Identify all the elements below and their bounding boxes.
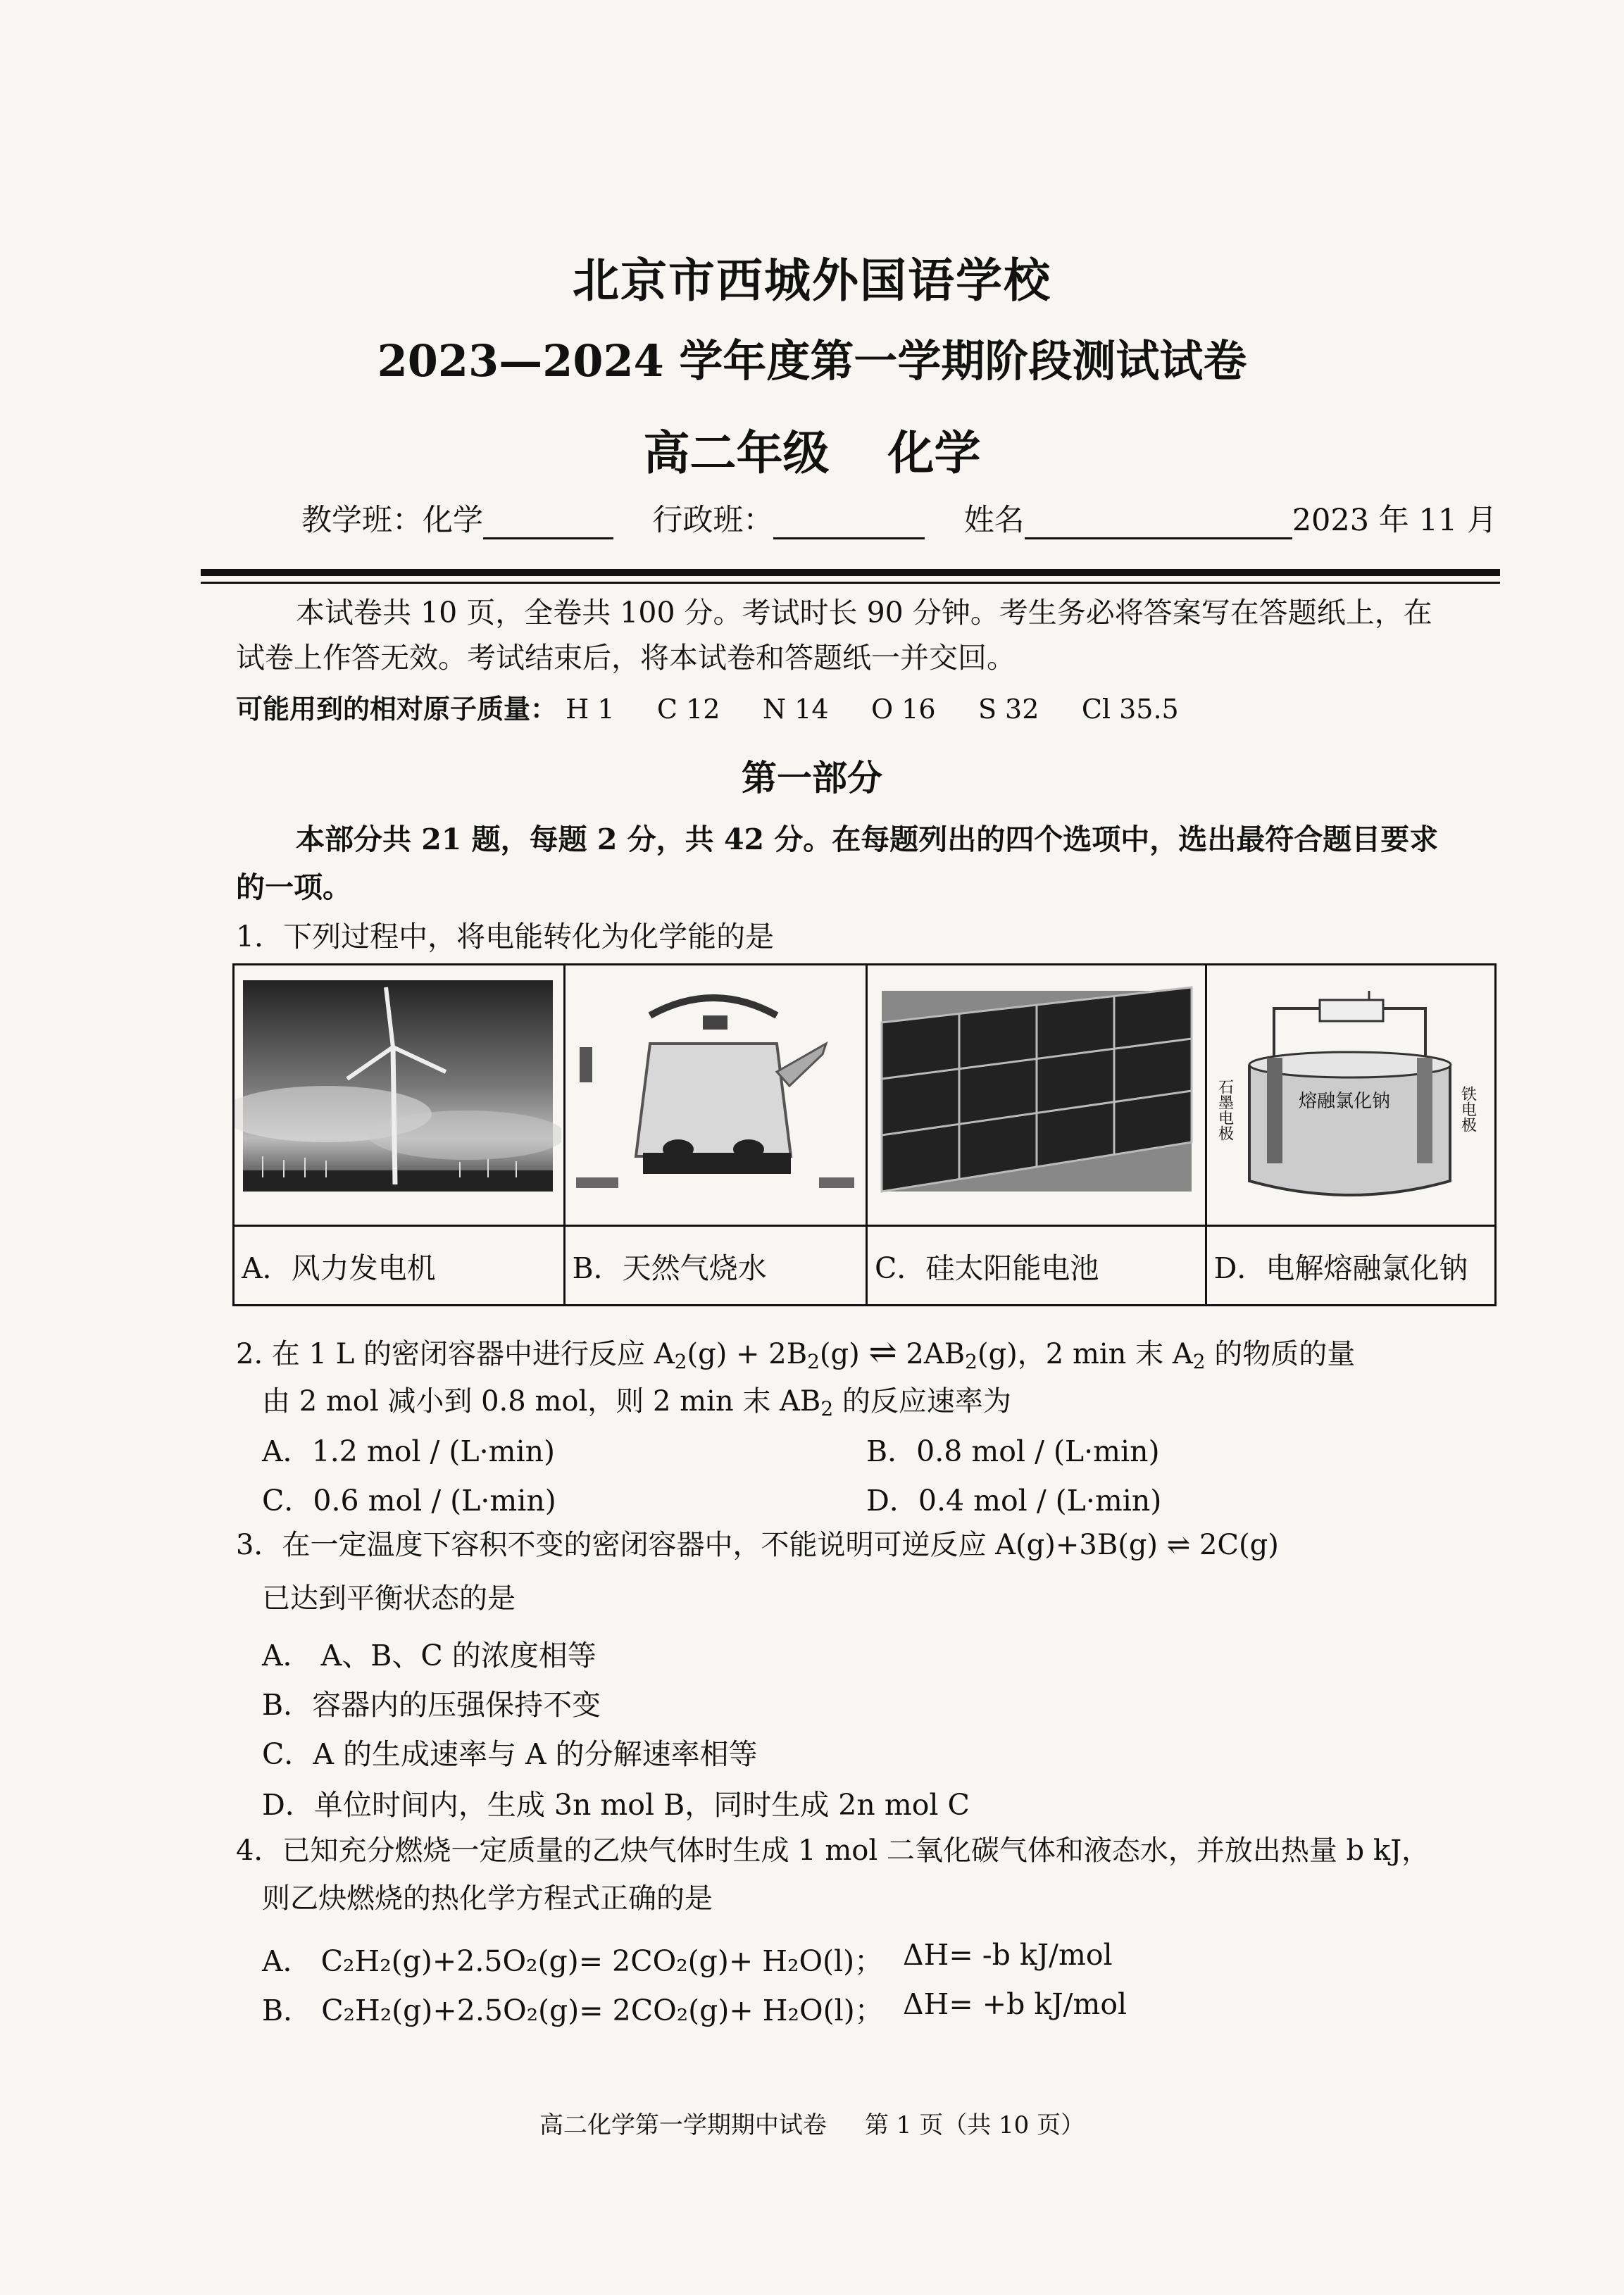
solar-panel-image [868,966,1203,1221]
q4-option-a-equation: C₂H₂(g)+2.5O₂(g)= 2CO₂(g)+ H₂O(l)； [320,1944,884,1978]
atomic-mass-o: O 16 [870,694,936,725]
q1-option-b[interactable]: B．天然气烧水 [564,1226,867,1306]
q2-text-part: 由 2 mol 减小到 0.8 mol，则 2 min 末 AB [262,1385,821,1418]
q2-option-a[interactable]: A．1.2 mol / (L·min) [262,1434,556,1468]
q2-subscript: 2 [807,1350,820,1373]
q2-text-part: 2AB [906,1338,966,1370]
class-label: 教学班：化学 [301,503,483,538]
q2-stem-line1 [236,1330,1355,1384]
q4-option-b-label: B． [262,1994,313,2027]
q4-option-a-enthalpy: ΔH= -b kJ/mol [903,1938,1113,1972]
q1-image-d-cell [1206,965,1496,1226]
q2-text-part: 的反应速率为 [833,1385,1011,1418]
q2-option-c[interactable]: C．0.6 mol / (L·min) [262,1484,556,1518]
grade-label: 高二年级 [643,425,830,480]
q1-image-b-cell [564,965,867,1226]
electrolysis-diagram [1207,966,1493,1221]
q3-option-a[interactable]: A． A、B、C 的浓度相等 [262,1639,596,1672]
q1-option-a[interactable]: A．风力发电机 [234,1226,565,1306]
q2-text-part: (g) + 2B [687,1338,808,1370]
q3-option-c[interactable]: C．A 的生成速率与 A 的分解速率相等 [262,1737,758,1771]
class-field[interactable] [483,509,613,539]
q4-option-b-enthalpy: ΔH= +b kJ/mol [903,1987,1128,2021]
footer-title: 高二化学第一学期期中试卷 [539,2111,827,2139]
q2-option-b[interactable]: B．0.8 mol / (L·min) [866,1434,1160,1468]
q3-option-b[interactable]: B．容器内的压强保持不变 [262,1688,601,1722]
q4-option-a[interactable] [262,1938,1459,1980]
q4-option-a-label: A． [262,1944,312,1978]
wind-turbine-image [235,966,561,1221]
q1-option-d[interactable]: D．电解熔融氯化钠 [1206,1226,1496,1306]
q3-stem-line1: 3．在一定温度下容积不变的密闭容器中，不能说明可逆反应 A(g)+3B(g) ⇌ 2C(g) [236,1529,1279,1561]
q2-subscript: 2 [965,1350,977,1373]
q4-option-b[interactable] [262,1987,1459,2029]
q1-option-c[interactable]: C．硅太阳能电池 [867,1226,1206,1306]
q2-option-d[interactable]: D．0.4 mol / (L·min) [866,1484,1162,1518]
exam-title: 2023—2024 学年度第一学期阶段测试试卷 [377,335,1247,387]
subject-label: 化学 [887,425,981,480]
diagram-label-left: 石墨电极 [1216,1079,1233,1141]
q2-subscript: 2 [1192,1350,1206,1373]
part1-desc-line2: 的一项。 [236,870,351,904]
q4-option-b-equation: C₂H₂(g)+2.5O₂(g)= 2CO₂(g)+ H₂O(l)； [321,1994,884,2027]
admin-class-label: 行政班： [652,503,774,538]
q2-subscript: 2 [674,1350,687,1373]
atomic-mass-h: H 1 [566,694,615,725]
exam-date: 2023 年 11 月 [1292,503,1497,538]
footer-page-number: 第 1 页（共 10 页） [864,2111,1085,2139]
atomic-mass-c: C 12 [656,694,720,725]
q3-stem-line2: 已达到平衡状态的是 [262,1582,516,1615]
student-info-row [301,496,1497,539]
q1-image-c-cell [867,965,1206,1226]
admin-class-field[interactable] [773,509,925,539]
atomic-mass-cl: Cl 35.5 [1081,694,1179,725]
equilibrium-arrow-icon: ⇌ [868,1332,897,1372]
part1-desc-line1: 本部分共 21 题，每题 2 分，共 42 分。在每题列出的四个选项中，选出最符合题目要求 [296,823,1439,856]
q1-image-table [232,963,1497,1306]
q2-text-part: 的物质的量 [1205,1338,1356,1370]
page-footer [0,2106,1624,2140]
grade-subject [0,415,1624,482]
atomic-masses-label: 可能用到的相对原子质量： [236,693,558,725]
q4-stem-line1: 4．已知充分燃烧一定质量的乙炔气体时生成 1 mol 二氧化碳气体和液态水，并放出热量 b kJ， [236,1834,1430,1867]
header-rule-thick [201,569,1500,576]
q2-text-part: 在 1 L 的密闭容器中进行反应 A [271,1338,675,1370]
atomic-masses-row [236,687,1179,732]
instructions-line2: 试卷上作答无效。考试结束后，将本试卷和答题纸一并交回。 [236,641,1016,675]
atomic-mass-n: N 14 [762,694,829,725]
instructions-line1: 本试卷共 10 页，全卷共 100 分。考试时长 90 分钟。考生务必将答案写在答题纸上，在 [296,596,1432,630]
atomic-mass-s: S 32 [977,694,1039,725]
header-rule-thin [201,582,1500,584]
name-field[interactable] [1025,509,1292,539]
q2-subscript: 2 [820,1397,834,1420]
kettle-image [566,966,864,1221]
q2-stem-line2 [262,1379,1011,1432]
q2-number: 2. [236,1338,263,1370]
q1-image-a-cell [234,965,565,1226]
part1-title: 第一部分 [742,757,882,799]
name-label: 姓名 [963,503,1025,538]
diagram-label-center: 熔融氯化钠 [1298,1091,1390,1112]
q3-option-d[interactable]: D．单位时间内，生成 3n mol B，同时生成 2n mol C [262,1788,970,1822]
diagram-label-right: 铁电极 [1459,1086,1476,1132]
q4-stem-line2: 则乙炔燃烧的热化学方程式正确的是 [262,1882,713,1915]
q2-text-part: (g) [819,1338,860,1370]
q1-stem: 1．下列过程中，将电能转化为化学能的是 [236,920,775,953]
school-title: 北京市西城外国语学校 [573,253,1051,308]
q2-text-part: (g)，2 min 末 A [977,1338,1193,1370]
